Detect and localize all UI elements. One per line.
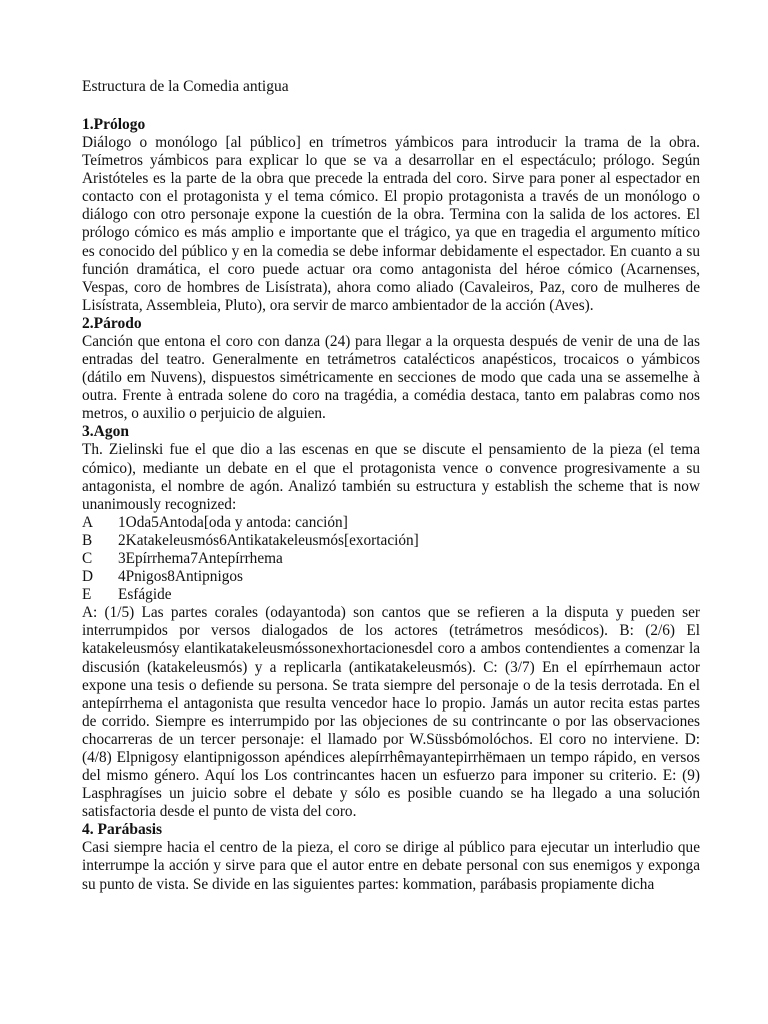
section-heading-agon: 3.Agon	[82, 423, 129, 441]
section-paragraph-agon-intro: Th. Zielinski fue el que dio a las escenas en que se discute el pensamiento de la pieza (el tema cómico), mediante un debate en el que el protagonista vence o convence progresivamente a su antagonista, el nombre de agón. Analizó también su estructura y establish the scheme that is now unanimously recognized:	[82, 441, 700, 513]
scheme-letter: B	[82, 531, 93, 549]
document-title: Estructura de la Comedia antigua	[82, 78, 289, 95]
scheme-text: 3Epírrhema7Antepírrhema	[118, 549, 283, 567]
scheme-letter: D	[82, 568, 94, 586]
scheme-text: 2Katakeleusmós6Antikatakeleusmós[exortación]	[118, 531, 419, 549]
scheme-row	[82, 514, 700, 532]
scheme-row	[82, 532, 700, 550]
section-heading-parodo: 2.Párodo	[82, 314, 142, 332]
scheme-row	[82, 550, 700, 568]
section-heading-prologo: 1.Prólogo	[82, 116, 146, 133]
scheme-letter: A	[82, 513, 94, 531]
agon-scheme-list	[82, 514, 700, 604]
scheme-letter: E	[82, 586, 92, 604]
scheme-text: Esfágide	[118, 586, 172, 604]
section-paragraph-parodo: Canción que entona el coro con danza (24) para llegar a la orquesta después de venir de una de las entradas del teatro. Generalmente en tetrámetros catalécticos anapésticos, trocaicos o yámbicos (dátilo em Nuvens), dispuestos simétricamente en secciones de modo que cada una se assemelhe à outra. Frente à entrada solene do coro na tragédia, a comédia destaca, tanto em palabras como nos metros, o auxilio o perjuicio de alguien.	[82, 332, 700, 423]
scheme-row	[82, 586, 700, 604]
scheme-text: 4Pnigos8Antipnigos	[118, 568, 243, 586]
section-heading-parabasis: 4. Parábasis	[82, 821, 163, 839]
scheme-text: 1Oda5Antoda[oda y antoda: canción]	[118, 513, 348, 531]
section-paragraph-parabasis: Casi siempre hacia el centro de la pieza, el coro se dirige al público para ejecutar un interludio que interrumpe la acción y sirve para que el autor entre en debate personal con sus enemigos y exponga su punto de vista. Se divide en las siguientes partes: kommation, parábasis propiamente dicha	[82, 839, 700, 893]
section-paragraph-prologo: Diálogo o monólogo [al público] en trímetros yámbicos para introducir la trama de la obra. Teímetros yámbicos para explicar lo que se va a desarrollar en el espectáculo; prólogo. Según Aristóteles es la parte de la obra que precede la entrada del coro. Sirve para poner al espectador en contacto con el protagonista y el tema cómico. El propio protagonista a través de un monólogo o diálogo con otro personaje expone la cuestión de la obra. Termina con la salida de los actores. El prólogo cómico es más amplio e importante que el trágico, ya que en tragedia el argumento mítico es conocido del público y en la comedia se debe informar debidamente el espectador. En cuanto a su función dramática, el coro puede actuar ora como antagonista del héroe cómico (Acarnenses, Vespas, coro de hombres de Lisístrata), ahora como aliado (Cavaleiros, Paz, coro de mulheres de Lisístrata, Assembleia, Pluto), ora servir de marco ambientador de la acción (Aves).	[82, 134, 700, 314]
scheme-letter: C	[82, 549, 93, 567]
document-page	[82, 78, 700, 894]
section-paragraph-agon-parts: A: (1/5) Las partes corales (odayantoda) son cantos que se refieren a la disputa y pueden ser interrumpidos por versos dialogados de los actores (tetrámetros mesódicos). B: (2/6) El katakeleusmósy elantikatakeleusmóssonexhortacionesdel coro a ambos contendientes a comenzar la discusión (katakeleusmós) y a replicarla (antikatakeleusmós). C: (3/7) En el epírrhemaun actor expone una tesis o defiende su persona. Se trata siempre del personaje o de la tesis derrotada. En el antepírrhema el antagonista que resulta vencedor hace lo propio. Jamás un autor recita estas partes de corrido. Siempre es interrumpido por las objeciones de su contrincante o por las observaciones chocarreras de un tercer personaje: el llamado por W.Süssbómolóchos. El coro no interviene. D: (4/8) Elpnigosy elantipnigosson apéndices alepírrhêmayantepirrhëmaen un tempo rápido, en versos del mismo género. Aquí los Los contrincantes hacen un esfuerzo para imponer su criterio. E: (9) Lasphragíses un juicio sobre el debate y sólo es posible cuando se ha llegado a una solución satisfactoria desde el punto de vista del coro.	[82, 604, 700, 821]
scheme-row	[82, 568, 700, 586]
